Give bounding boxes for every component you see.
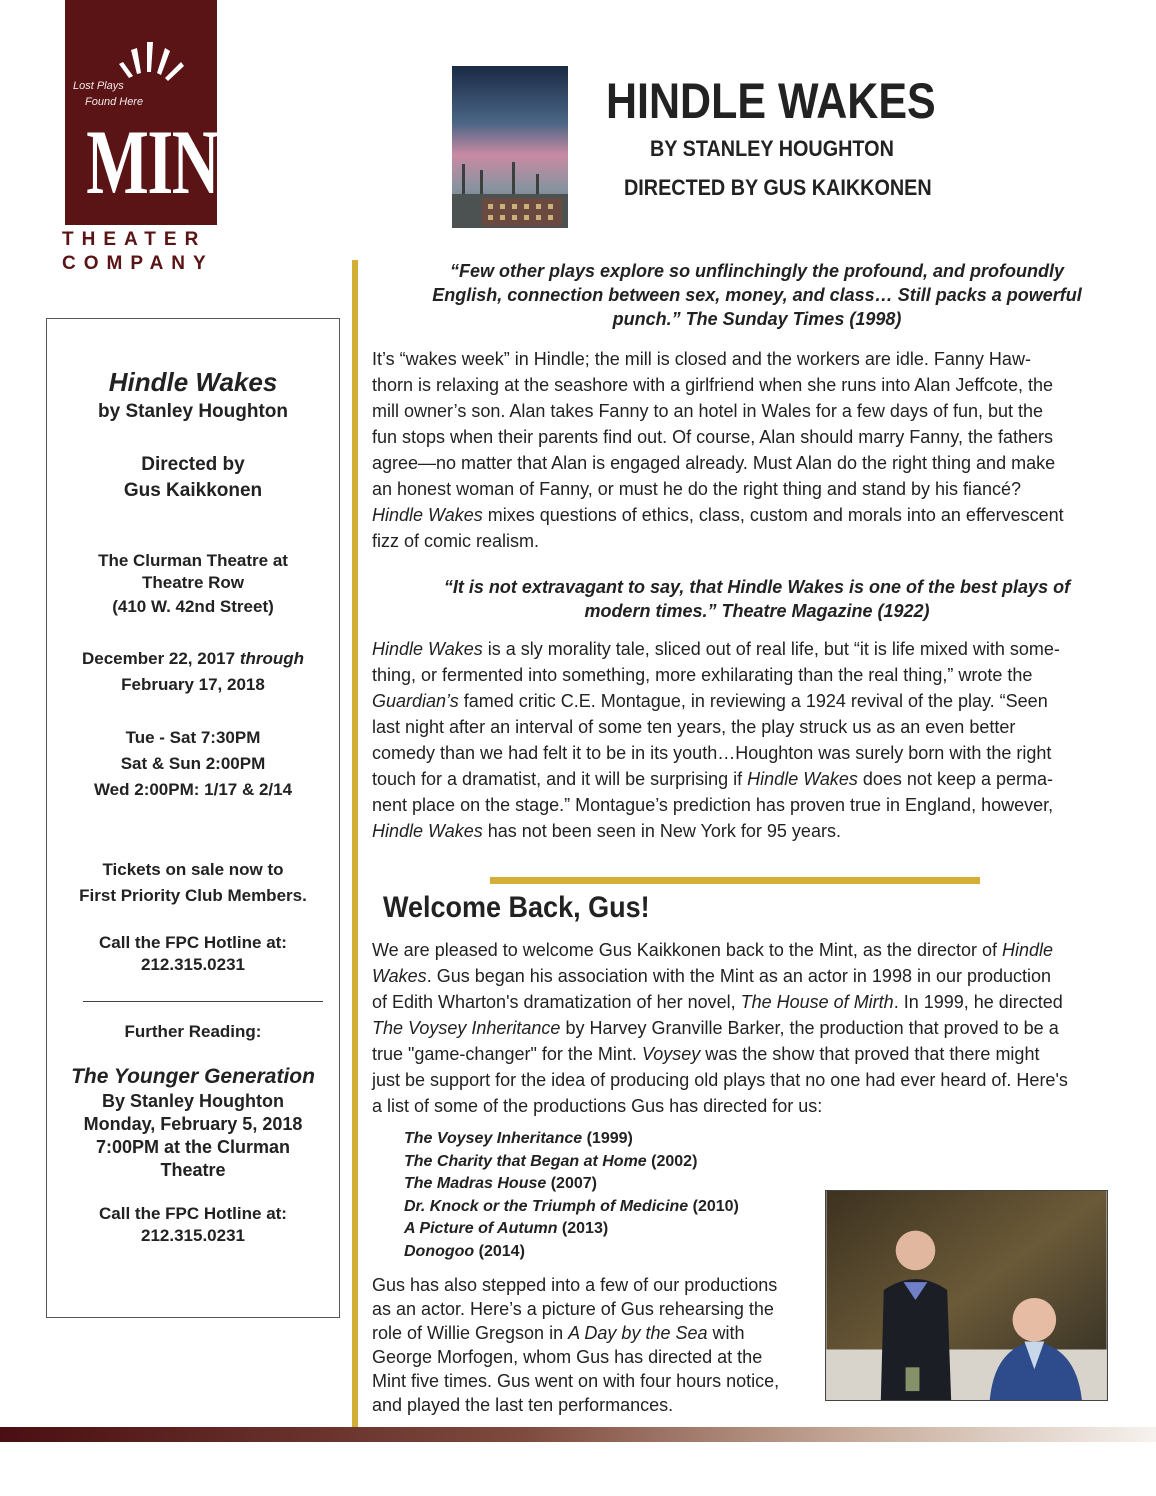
text-line: It’s “wakes week” in Hindle; the mill is closed and the workers are idle. Fanny Haw- — [372, 349, 1031, 369]
mint-logo — [65, 0, 261, 225]
text-fragment: does not keep a perma- — [857, 769, 1054, 789]
text-line — [372, 502, 1142, 528]
quote-sunday-times — [372, 259, 1142, 331]
sidebar-divider — [83, 1001, 323, 1002]
sidebar-reading-title: The Younger Generation — [71, 1065, 315, 1088]
text-fragment: of Edith Wharton's dramatization of her novel, — [372, 992, 741, 1012]
logo-company: COMPANY — [62, 253, 214, 274]
text-line: nent place on the stage.” Montague’s prediction has proven true in England, however, — [372, 795, 1054, 815]
production-year: (2010) — [688, 1197, 739, 1215]
text-fragment: We are pleased to welcome Gus Kaikkonen back to the Mint, as the director of — [372, 940, 1002, 960]
list-item — [404, 1241, 739, 1264]
page-title: HINDLE WAKES — [606, 73, 936, 129]
text-line — [372, 1041, 1142, 1067]
text-line — [372, 636, 1142, 662]
logo-wordmark — [62, 228, 227, 276]
text-line: agree—no matter that Alan is engaged already. Must Alan do the right thing and make — [372, 453, 1056, 473]
play-title-italic: The Voysey Inheritance — [372, 1018, 561, 1038]
quote-line: “Few other plays explore so unflinchingly the profound, and profoundly — [449, 261, 1065, 281]
sidebar-venue-2: Theatre Row — [141, 573, 245, 592]
text-fragment: . Gus began his association with the Mint as an actor in 1998 in our production — [426, 966, 1052, 986]
sidebar-schedule-1: Tue - Sat 7:30PM — [125, 728, 261, 747]
play-title-italic: Voysey — [641, 1044, 701, 1064]
publication-italic: Guardian’s — [372, 691, 459, 711]
text-line — [372, 818, 1142, 844]
sidebar-director: Gus Kaikkonen — [123, 480, 263, 501]
production-title: Donogoo — [404, 1242, 475, 1260]
sidebar-hotline-label: Call the FPC Hotline at: — [99, 933, 287, 952]
text-fragment: has not been seen in New York for 95 years. — [482, 821, 841, 841]
review-paragraph — [372, 636, 1142, 844]
text-line: thing, or fermented into something, more exhilarating than the real thing,” wrote the — [372, 665, 1033, 685]
production-title: The Charity that Began at Home — [404, 1152, 647, 1170]
text-fragment: is a sly morality tale, sliced out of real life, but “it is life mixed with some- — [482, 639, 1060, 659]
sidebar-reading-time-2: Theatre — [160, 1160, 226, 1180]
productions-list — [404, 1128, 739, 1263]
text-line — [372, 963, 1142, 989]
text-line — [372, 1321, 812, 1345]
play-title-italic: The House of Mirth — [740, 992, 894, 1012]
sidebar-schedule-2: Sat & Sun 2:00PM — [120, 754, 266, 773]
production-title: The Voysey Inheritance — [404, 1130, 583, 1147]
sidebar-hotline2-label: Call the FPC Hotline at: — [99, 1204, 287, 1223]
sidebar-schedule-3: Wed 2:00PM: 1/17 & 2/14 — [93, 780, 293, 799]
quote-line: punch.” The Sunday Times (1998) — [612, 309, 902, 329]
text-line: mill owner’s son. Alan takes Fanny to an hotel in Wales for a few days of fun, but the — [372, 401, 1044, 421]
text-line — [372, 688, 1142, 714]
text-fragment: with — [707, 1323, 745, 1343]
sidebar-directed-by: Directed by — [141, 454, 245, 475]
sidebar-hotline-number[interactable]: 212.315.0231 — [141, 955, 245, 974]
text-line: Mint five times. Gus went on with four hours notice, — [372, 1371, 780, 1391]
list-item — [404, 1196, 739, 1219]
gold-vertical-rule — [352, 260, 358, 1437]
sidebar-tickets-2: First Priority Club Members. — [79, 886, 307, 905]
sidebar-hotline2-number[interactable]: 212.315.0231 — [141, 1226, 245, 1245]
text-line: George Morfogen, whom Gus has directed at the — [372, 1347, 763, 1367]
text-fragment: role of Willie Gregson in — [372, 1323, 569, 1343]
list-item — [404, 1173, 739, 1196]
gold-horizontal-rule — [490, 877, 980, 884]
section-heading-welcome: Welcome Back, Gus! — [383, 891, 650, 924]
text-line — [372, 766, 1142, 792]
play-title-italic: Hindle Wakes — [372, 639, 483, 659]
play-title-italic: Hindle Wakes — [372, 821, 483, 841]
text-fragment: famed critic C.E. Montague, in reviewing a 1924 revival of the play. “Seen — [458, 691, 1048, 711]
sidebar-play-author: by Stanley Houghton — [98, 401, 288, 422]
list-item — [404, 1218, 739, 1241]
sidebar-dates-end: February 17, 2018 — [121, 675, 265, 694]
production-year: (1999) — [582, 1130, 633, 1147]
rehearsal-photo — [825, 1190, 1108, 1401]
production-title: A Picture of Autumn — [404, 1220, 558, 1237]
sidebar-dates-through: through — [239, 649, 305, 668]
play-title-italic: Hindle Wakes — [747, 769, 858, 789]
text-line: and played the last ten performances. — [372, 1395, 674, 1415]
production-year: (2013) — [557, 1220, 609, 1237]
text-line — [372, 989, 1142, 1015]
quote-line: “It is not extravagant to say, that Hindle Wakes is one of the best plays of — [443, 577, 1071, 597]
header-director: DIRECTED BY GUS KAIKKONEN — [624, 175, 932, 200]
play-title-italic: Wakes — [372, 966, 427, 986]
sidebar-info-box — [46, 318, 340, 1318]
text-line: Gus has also stepped into a few of our productions — [372, 1275, 778, 1295]
text-line: last night after an interval of some ten years, the play struck us as an even better — [372, 717, 1016, 737]
text-line: comedy than we had felt it to be in its youth…Houghton was surely born with the right — [372, 743, 1052, 763]
text-fragment: . In 1999, he directed — [893, 992, 1063, 1012]
list-item — [404, 1128, 739, 1151]
logo-tagline-2: Found Here — [85, 96, 144, 108]
play-title-italic: Hindle Wakes — [372, 505, 483, 525]
logo-tagline-1: Lost Plays — [73, 80, 124, 92]
text-line: just be support for the idea of producing old plays that no one had ever heard of. Here's — [372, 1070, 1068, 1090]
logo-name: MINT — [86, 111, 261, 213]
gus-actor-paragraph — [372, 1273, 812, 1417]
sidebar-tickets-1: Tickets on sale now to — [102, 860, 284, 879]
sidebar-venue-3: (410 W. 42nd Street) — [112, 597, 274, 616]
text-line: as an actor. Here’s a picture of Gus rehearsing the — [372, 1299, 774, 1319]
sidebar-venue-1: The Clurman Theatre at — [98, 551, 288, 570]
text-fragment: touch for a dramatist, and it will be surprising if — [372, 769, 748, 789]
text-line: fizz of comic realism. — [372, 531, 540, 551]
synopsis-paragraph — [372, 346, 1142, 554]
play-title-italic: Hindle — [1002, 940, 1054, 960]
header-author: BY STANLEY HOUGHTON — [650, 136, 894, 161]
text-line — [372, 937, 1142, 963]
text-line: thorn is relaxing at the seashore with a girlfriend when she runs into Alan Jeffcote, the — [372, 375, 1054, 395]
poster-image — [452, 66, 568, 228]
quote-line: English, connection between sex, money, and class… Still packs a powerful — [432, 285, 1082, 305]
sidebar-dates-start: December 22, 2017 — [81, 649, 236, 668]
footer-gradient-bar — [0, 1427, 1156, 1442]
text-line: an honest woman of Fanny, or must he do the right thing and stand by his fiancé? — [372, 479, 1022, 499]
text-fragment: by Harvey Granville Barker, the production that proved to be a — [560, 1018, 1059, 1038]
sunburst-icon — [115, 34, 195, 84]
text-fragment: true "game-changer" for the Mint. — [372, 1044, 642, 1064]
play-title-italic: A Day by the Sea — [568, 1323, 708, 1343]
text-line: fun stops when their parents find out. Of course, Alan should marry Fanny, the fathers — [372, 427, 1054, 447]
sidebar-reading-author: By Stanley Houghton — [101, 1091, 284, 1111]
production-year: (2007) — [546, 1175, 597, 1192]
text-line — [372, 1015, 1142, 1041]
production-title: Dr. Knock or the Triumph of Medicine — [404, 1197, 689, 1215]
sidebar-dates-line — [47, 648, 339, 670]
quote-theatre-magazine — [372, 575, 1142, 623]
sidebar-play-title: Hindle Wakes — [108, 367, 278, 397]
logo-theater: THEATER — [62, 229, 207, 250]
production-title: The Madras House — [404, 1175, 547, 1192]
text-fragment: mixes questions of ethics, class, custom and morals into an effervescent — [482, 505, 1064, 525]
sidebar-reading-time-1: 7:00PM at the Clurman — [95, 1137, 291, 1157]
welcome-paragraph — [372, 937, 1142, 1119]
sidebar-further-reading: Further Reading: — [124, 1022, 262, 1041]
production-year: (2002) — [646, 1152, 698, 1170]
text-fragment: was the show that proved that there might — [700, 1044, 1040, 1064]
sidebar-reading-date: Monday, February 5, 2018 — [83, 1114, 303, 1134]
quote-line: modern times.” Theatre Magazine (1922) — [584, 601, 930, 621]
text-line: a list of some of the productions Gus has directed for us: — [372, 1096, 823, 1116]
production-year: (2014) — [474, 1242, 525, 1260]
list-item — [404, 1151, 739, 1174]
